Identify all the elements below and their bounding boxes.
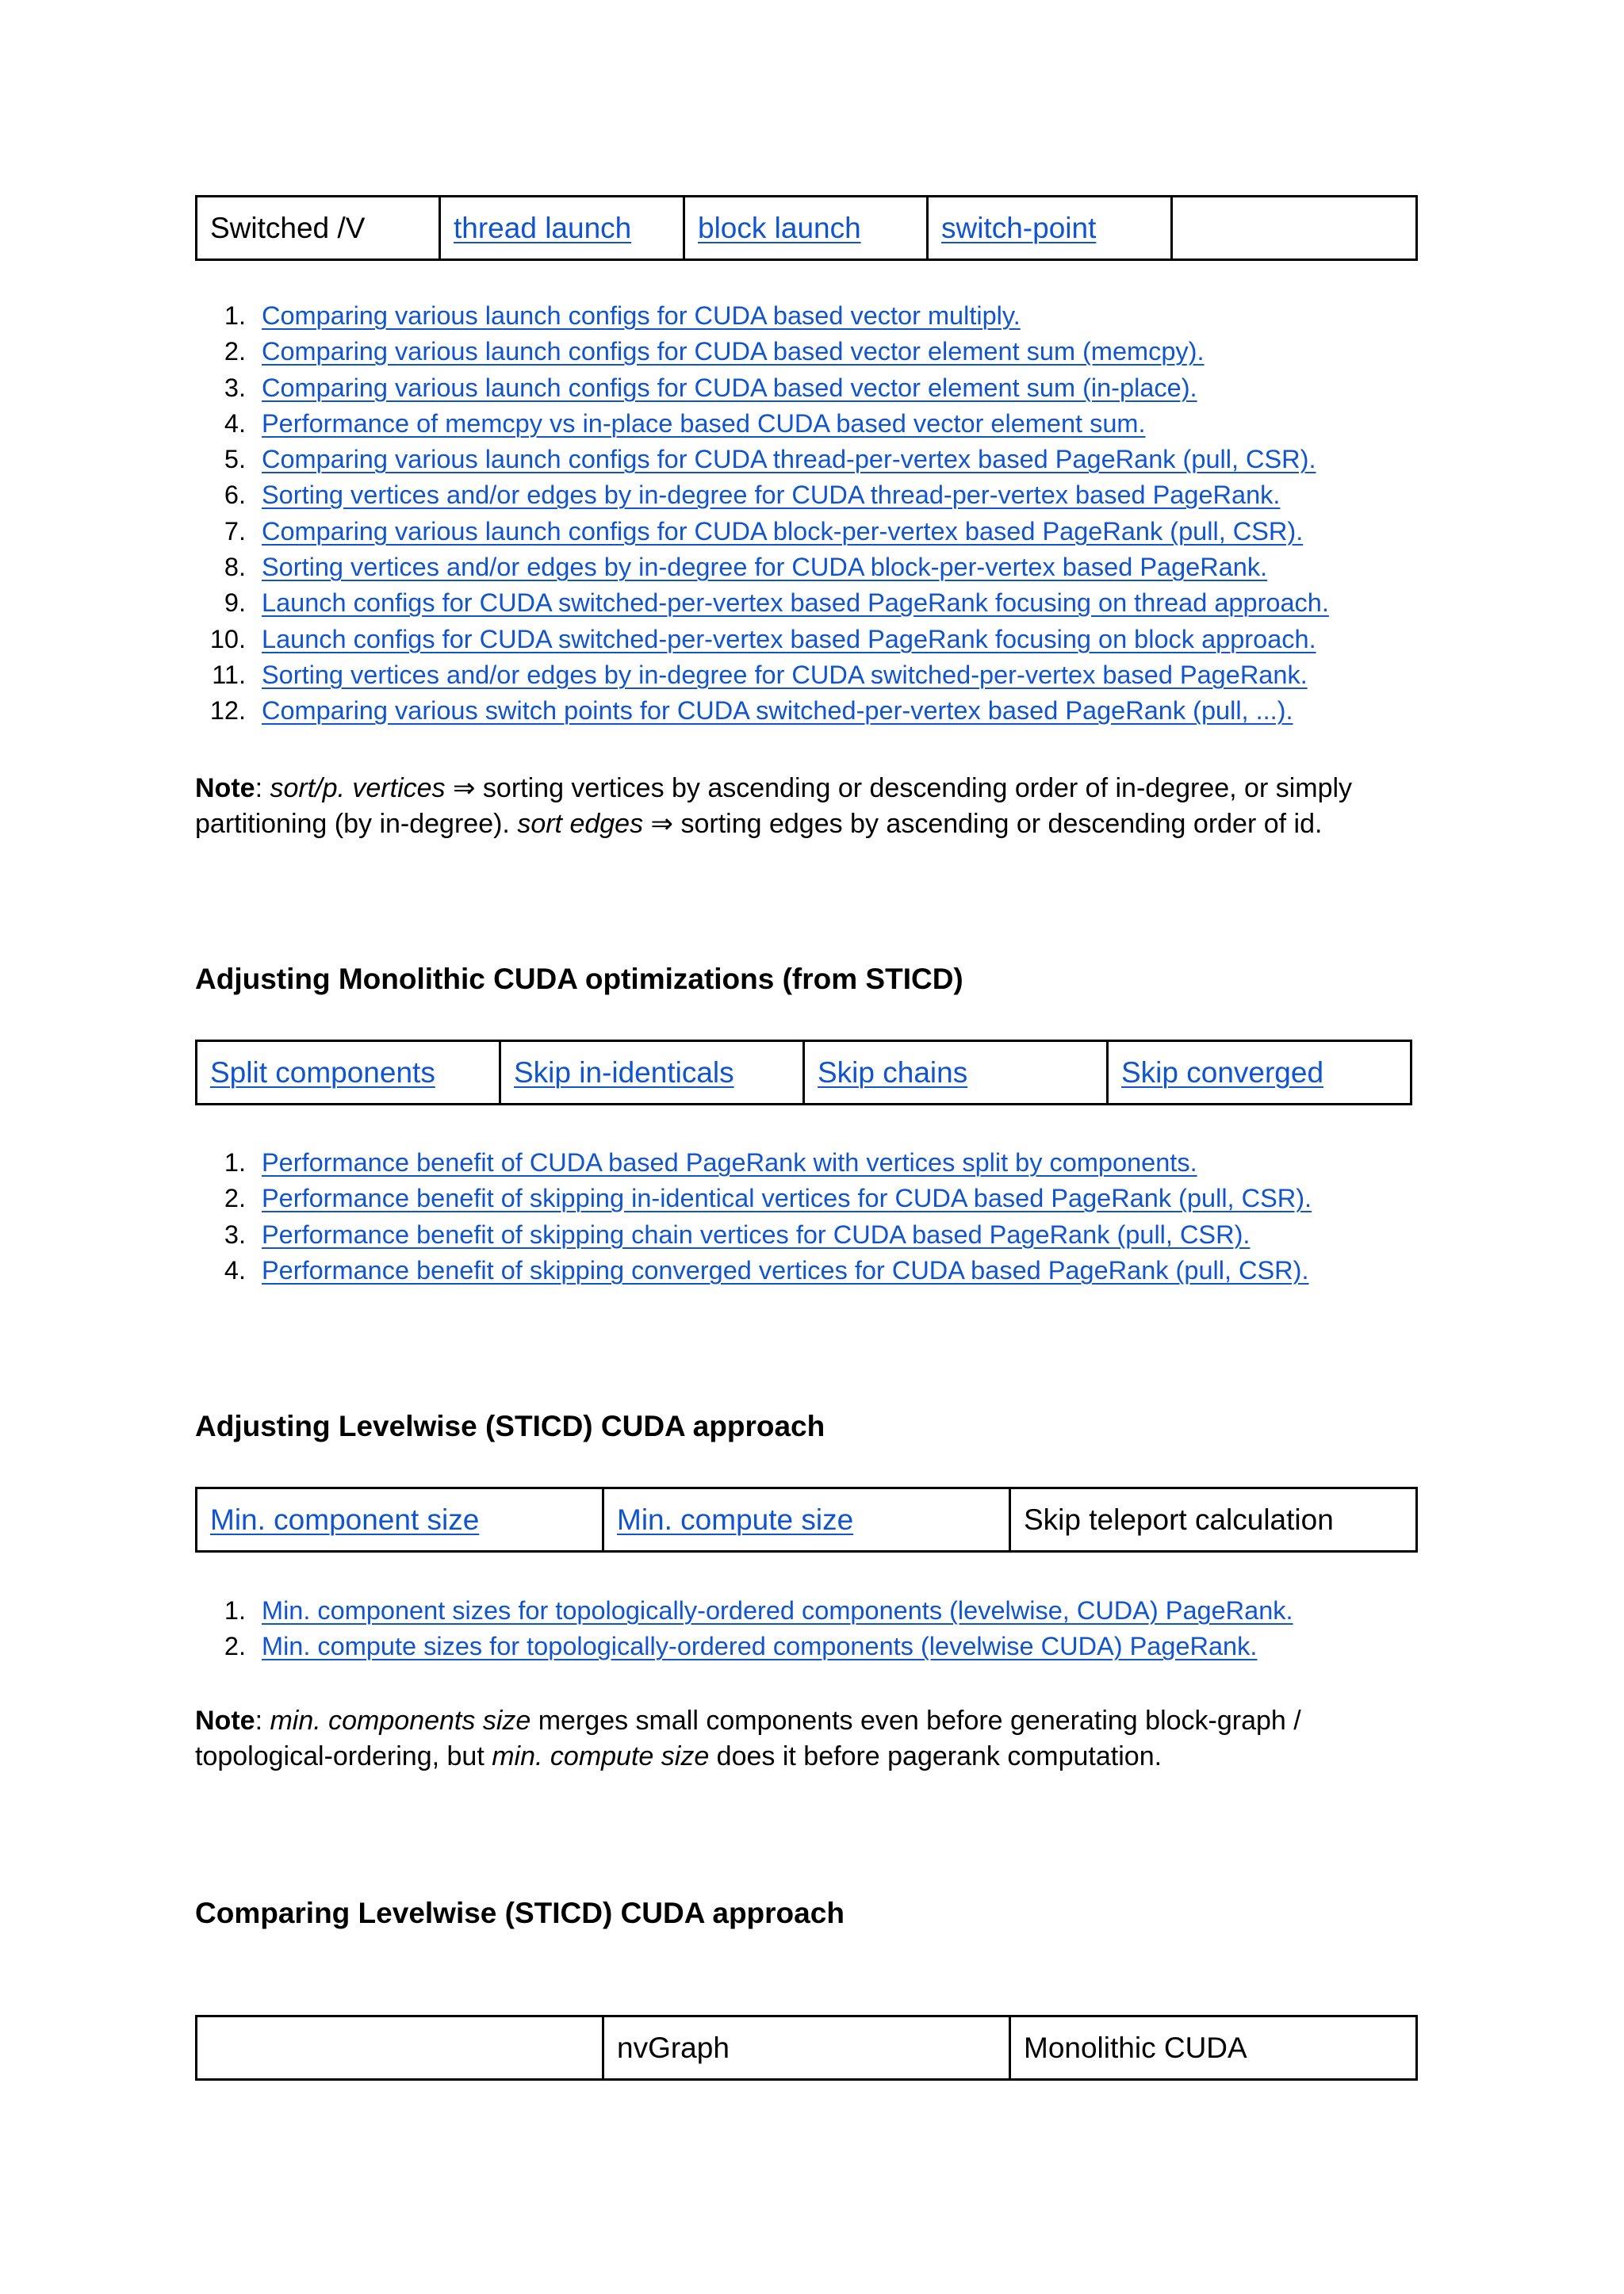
split-components-link[interactable]: Split components [210, 1055, 435, 1089]
levelwise-reference-list [165, 1593, 1293, 1665]
table-row [197, 1488, 1417, 1552]
reference-link[interactable]: Launch configs for CUDA switched-per-vertex based PageRank focusing on block approach. [262, 624, 1316, 653]
reference-link[interactable]: Comparing various launch configs for CUDA thread-per-vertex based PageRank (pull, CSR). [262, 445, 1316, 474]
list-item: 12. Comparing various switch points for CUDA switched-per-vertex based PageRank (pull, ...). [209, 696, 1293, 726]
list-item: 7. Comparing various launch configs for CUDA block-per-vertex based PageRank (pull, CSR). [224, 516, 1304, 546]
switch-point-link[interactable]: switch-point [941, 211, 1097, 244]
list-item: 1. Min. component sizes for topologically-ordered components (levelwise, CUDA) PageRank. [224, 1596, 1293, 1625]
table-cell-skip-converged [1108, 1041, 1411, 1105]
list-item: 1. Performance benefit of CUDA based PageRank with vertices split by components. [224, 1148, 1197, 1177]
launch-config-reference-list [165, 298, 1329, 730]
skip-chains-link[interactable]: Skip chains [818, 1055, 968, 1089]
table-cell-skip-in-identicals [500, 1041, 804, 1105]
reference-link[interactable]: Performance of memcpy vs in-place based CUDA based vector element sum. [262, 408, 1146, 438]
reference-link[interactable]: Comparing various launch configs for CUDA based vector multiply. [262, 301, 1021, 330]
table-cell-min-compute-size [603, 1488, 1010, 1552]
table-cell-empty [197, 2016, 603, 2080]
list-item: 2. Comparing various launch configs for CUDA based vector element sum (memcpy). [224, 337, 1205, 366]
reference-link[interactable]: Comparing various switch points for CUDA switched-per-vertex based PageRank (pull, ...). [262, 696, 1293, 726]
reference-link[interactable]: Min. component sizes for topologically-ordered components (levelwise, CUDA) PageRank. [262, 1596, 1293, 1625]
list-item: 8. Sorting vertices and/or edges by in-degree for CUDA block-per-vertex based PageRank. [224, 553, 1268, 582]
list-item: 4. Performance benefit of skipping converged vertices for CUDA based PageRank (pull, CSR). [224, 1255, 1309, 1285]
table-cell-switched: Switched /V [197, 197, 440, 260]
table-row [197, 197, 1417, 260]
reference-link[interactable]: Performance benefit of skipping in-identical vertices for CUDA based PageRank (pull, CSR). [262, 1184, 1312, 1213]
list-item: 1. Comparing various launch configs for CUDA based vector multiply. [224, 301, 1021, 330]
reference-link[interactable]: Comparing various launch configs for CUDA block-per-vertex based PageRank (pull, CSR). [262, 516, 1304, 546]
list-item: 2. Performance benefit of skipping in-identical vertices for CUDA based PageRank (pull, CSR). [224, 1184, 1312, 1213]
list-item: 6. Sorting vertices and/or edges by in-degree for CUDA thread-per-vertex based PageRank. [224, 481, 1281, 510]
min-compute-size-link[interactable]: Min. compute size [617, 1503, 854, 1536]
thread-launch-link[interactable]: thread launch [454, 211, 632, 244]
table-cell-min-component-size [197, 1488, 603, 1552]
skip-converged-link[interactable]: Skip converged [1121, 1055, 1324, 1089]
reference-link[interactable]: Comparing various launch configs for CUDA based vector element sum (in-place). [262, 373, 1197, 402]
list-item: 2. Min. compute sizes for topologically-ordered components (levelwise CUDA) PageRank. [224, 1632, 1258, 1661]
block-launch-link[interactable]: block launch [698, 211, 861, 244]
list-item: 5. Comparing various launch configs for CUDA thread-per-vertex based PageRank (pull, CSR). [224, 445, 1316, 474]
table-cell-empty [1172, 197, 1417, 260]
skip-in-identicals-link[interactable]: Skip in-identicals [514, 1055, 734, 1089]
levelwise-adjusting-table [195, 1487, 1418, 1553]
min-component-size-link[interactable]: Min. component size [210, 1503, 480, 1536]
list-item: 4. Performance of memcpy vs in-place based CUDA based vector element sum. [224, 408, 1146, 438]
table-cell-switch-point [928, 197, 1172, 260]
min-size-note: Note: min. components size merges small components even before generating block-graph / topological-ordering, but min. compute size does it before pagerank computation. [195, 1706, 1301, 1771]
sort-note: Note: sort/p. vertices ⇒ sorting vertices by ascending or descending order of in-degree, or simply partitioning (by in-degree). sort edges ⇒ sorting edges by ascending or descending order of id. [195, 773, 1353, 839]
launch-config-table [195, 195, 1418, 261]
section-heading-levelwise-adjusting: Adjusting Levelwise (STICD) CUDA approach [195, 1410, 825, 1442]
reference-link[interactable]: Comparing various launch configs for CUDA based vector element sum (memcpy). [262, 337, 1205, 366]
table-cell-split-components [197, 1041, 500, 1105]
list-item: 9. Launch configs for CUDA switched-per-vertex based PageRank focusing on thread approach. [224, 588, 1329, 618]
table-row [197, 1041, 1411, 1105]
levelwise-comparing-table [195, 2015, 1418, 2081]
reference-link[interactable]: Sorting vertices and/or edges by in-degree for CUDA thread-per-vertex based PageRank. [262, 481, 1281, 510]
list-item: 3. Performance benefit of skipping chain vertices for CUDA based PageRank (pull, CSR). [224, 1220, 1251, 1249]
table-cell-block-launch [684, 197, 928, 260]
table-row [197, 2016, 1417, 2080]
reference-link[interactable]: Sorting vertices and/or edges by in-degree for CUDA block-per-vertex based PageRank. [262, 553, 1268, 582]
reference-link[interactable]: Launch configs for CUDA switched-per-vertex based PageRank focusing on thread approach. [262, 588, 1329, 618]
table-cell-skip-teleport: Skip teleport calculation [1010, 1488, 1417, 1552]
table-cell-thread-launch [440, 197, 684, 260]
table-cell-nvgraph: nvGraph [603, 2016, 1010, 2080]
monolithic-reference-list [165, 1145, 1312, 1289]
list-item: 11. Sorting vertices and/or edges by in-degree for CUDA switched-per-vertex based PageRank. [212, 660, 1308, 689]
reference-link[interactable]: Performance benefit of CUDA based PageRank with vertices split by components. [262, 1148, 1197, 1177]
reference-link[interactable]: Sorting vertices and/or edges by in-degree for CUDA switched-per-vertex based PageRank. [262, 660, 1308, 689]
reference-link[interactable]: Performance benefit of skipping converged vertices for CUDA based PageRank (pull, CSR). [262, 1255, 1309, 1285]
section-heading-monolithic: Adjusting Monolithic CUDA optimizations (from STICD) [195, 963, 963, 995]
reference-link[interactable]: Min. compute sizes for topologically-ordered components (levelwise CUDA) PageRank. [262, 1632, 1258, 1661]
table-cell-monolithic-cuda: Monolithic CUDA [1010, 2016, 1417, 2080]
monolithic-optimizations-table [195, 1040, 1412, 1105]
section-heading-levelwise-comparing: Comparing Levelwise (STICD) CUDA approach [195, 1897, 845, 1929]
list-item: 3. Comparing various launch configs for CUDA based vector element sum (in-place). [224, 373, 1197, 402]
table-cell-skip-chains [804, 1041, 1108, 1105]
list-item: 10. Launch configs for CUDA switched-per-vertex based PageRank focusing on block approach. [209, 624, 1316, 653]
reference-link[interactable]: Performance benefit of skipping chain vertices for CUDA based PageRank (pull, CSR). [262, 1220, 1251, 1249]
